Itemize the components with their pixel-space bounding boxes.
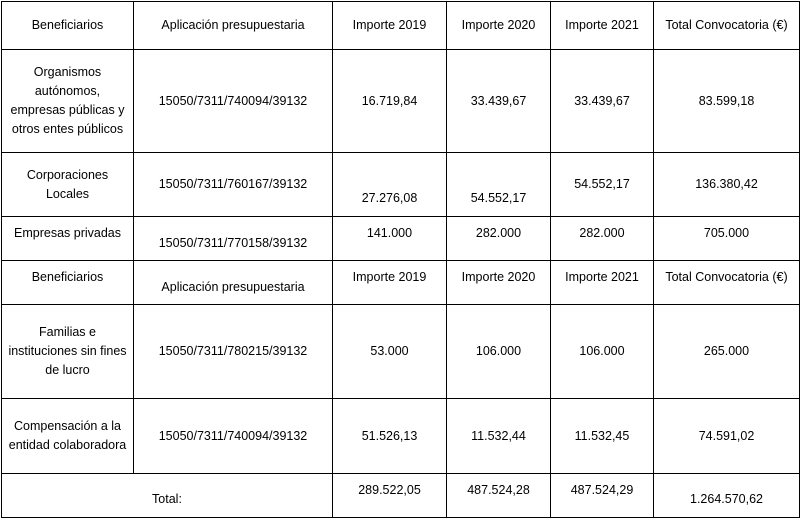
total-importe-2020: 487.524,28 — [447, 474, 551, 518]
cell-beneficiario: Corporaciones Locales — [2, 153, 134, 217]
cell-beneficiario: Familias e instituciones sin fines de lucro — [2, 305, 134, 399]
cell-importe-2021: 106.000 — [551, 305, 654, 399]
cell-importe-2020: 11.532,44 — [447, 399, 551, 474]
cell-importe-2021: 282.000 — [551, 217, 654, 261]
cell-total: 136.380,42 — [654, 153, 800, 217]
header-importe-2021: Importe 2021 — [551, 2, 654, 50]
budget-table — [1, 1, 800, 518]
header-importe-2019: Importe 2019 — [333, 2, 447, 50]
header-importe-2021: Importe 2021 — [551, 261, 654, 305]
cell-beneficiario: Compensación a la entidad colaboradora — [2, 399, 134, 474]
cell-total: 83.599,18 — [654, 50, 800, 153]
total-convocatoria: 1.264.570,62 — [654, 474, 800, 518]
cell-total: 705.000 — [654, 217, 800, 261]
total-label: Total: — [2, 474, 333, 518]
header-aplicacion: Aplicación presupuestaria — [134, 2, 333, 50]
header-total-convocatoria: Total Convocatoria (€) — [654, 2, 800, 50]
cell-importe-2019: 27.276,08 — [333, 153, 447, 217]
header-aplicacion: Aplicación presupuestaria — [134, 261, 333, 305]
total-importe-2021: 487.524,29 — [551, 474, 654, 518]
cell-importe-2021: 54.552,17 — [551, 153, 654, 217]
header-beneficiarios: Beneficiarios — [2, 261, 134, 305]
cell-aplicacion: 15050/7311/770158/39132 — [134, 217, 333, 261]
header-importe-2019: Importe 2019 — [333, 261, 447, 305]
cell-aplicacion: 15050/7311/780215/39132 — [134, 305, 333, 399]
table-row — [2, 50, 800, 153]
table-row — [2, 399, 800, 474]
cell-importe-2020: 282.000 — [447, 217, 551, 261]
cell-importe-2020: 54.552,17 — [447, 153, 551, 217]
header-importe-2020: Importe 2020 — [447, 261, 551, 305]
header-total-convocatoria: Total Convocatoria (€) — [654, 261, 800, 305]
cell-importe-2019: 53.000 — [333, 305, 447, 399]
cell-total: 265.000 — [654, 305, 800, 399]
cell-importe-2020: 33.439,67 — [447, 50, 551, 153]
totals-row — [2, 474, 800, 518]
total-importe-2019: 289.522,05 — [333, 474, 447, 518]
cell-importe-2019: 141.000 — [333, 217, 447, 261]
header-row — [2, 261, 800, 305]
cell-total: 74.591,02 — [654, 399, 800, 474]
cell-importe-2019: 51.526,13 — [333, 399, 447, 474]
cell-importe-2021: 11.532,45 — [551, 399, 654, 474]
header-beneficiarios: Beneficiarios — [2, 2, 134, 50]
table-row — [2, 217, 800, 261]
table-row — [2, 305, 800, 399]
cell-importe-2019: 16.719,84 — [333, 50, 447, 153]
cell-aplicacion: 15050/7311/760167/39132 — [134, 153, 333, 217]
cell-beneficiario: Empresas privadas — [2, 217, 134, 261]
header-importe-2020: Importe 2020 — [447, 2, 551, 50]
cell-importe-2020: 106.000 — [447, 305, 551, 399]
cell-aplicacion: 15050/7311/740094/39132 — [134, 399, 333, 474]
table-row — [2, 153, 800, 217]
header-row — [2, 2, 800, 50]
cell-aplicacion: 15050/7311/740094/39132 — [134, 50, 333, 153]
cell-beneficiario: Organismos autónomos, empresas públicas y otros entes públicos — [2, 50, 134, 153]
cell-importe-2021: 33.439,67 — [551, 50, 654, 153]
